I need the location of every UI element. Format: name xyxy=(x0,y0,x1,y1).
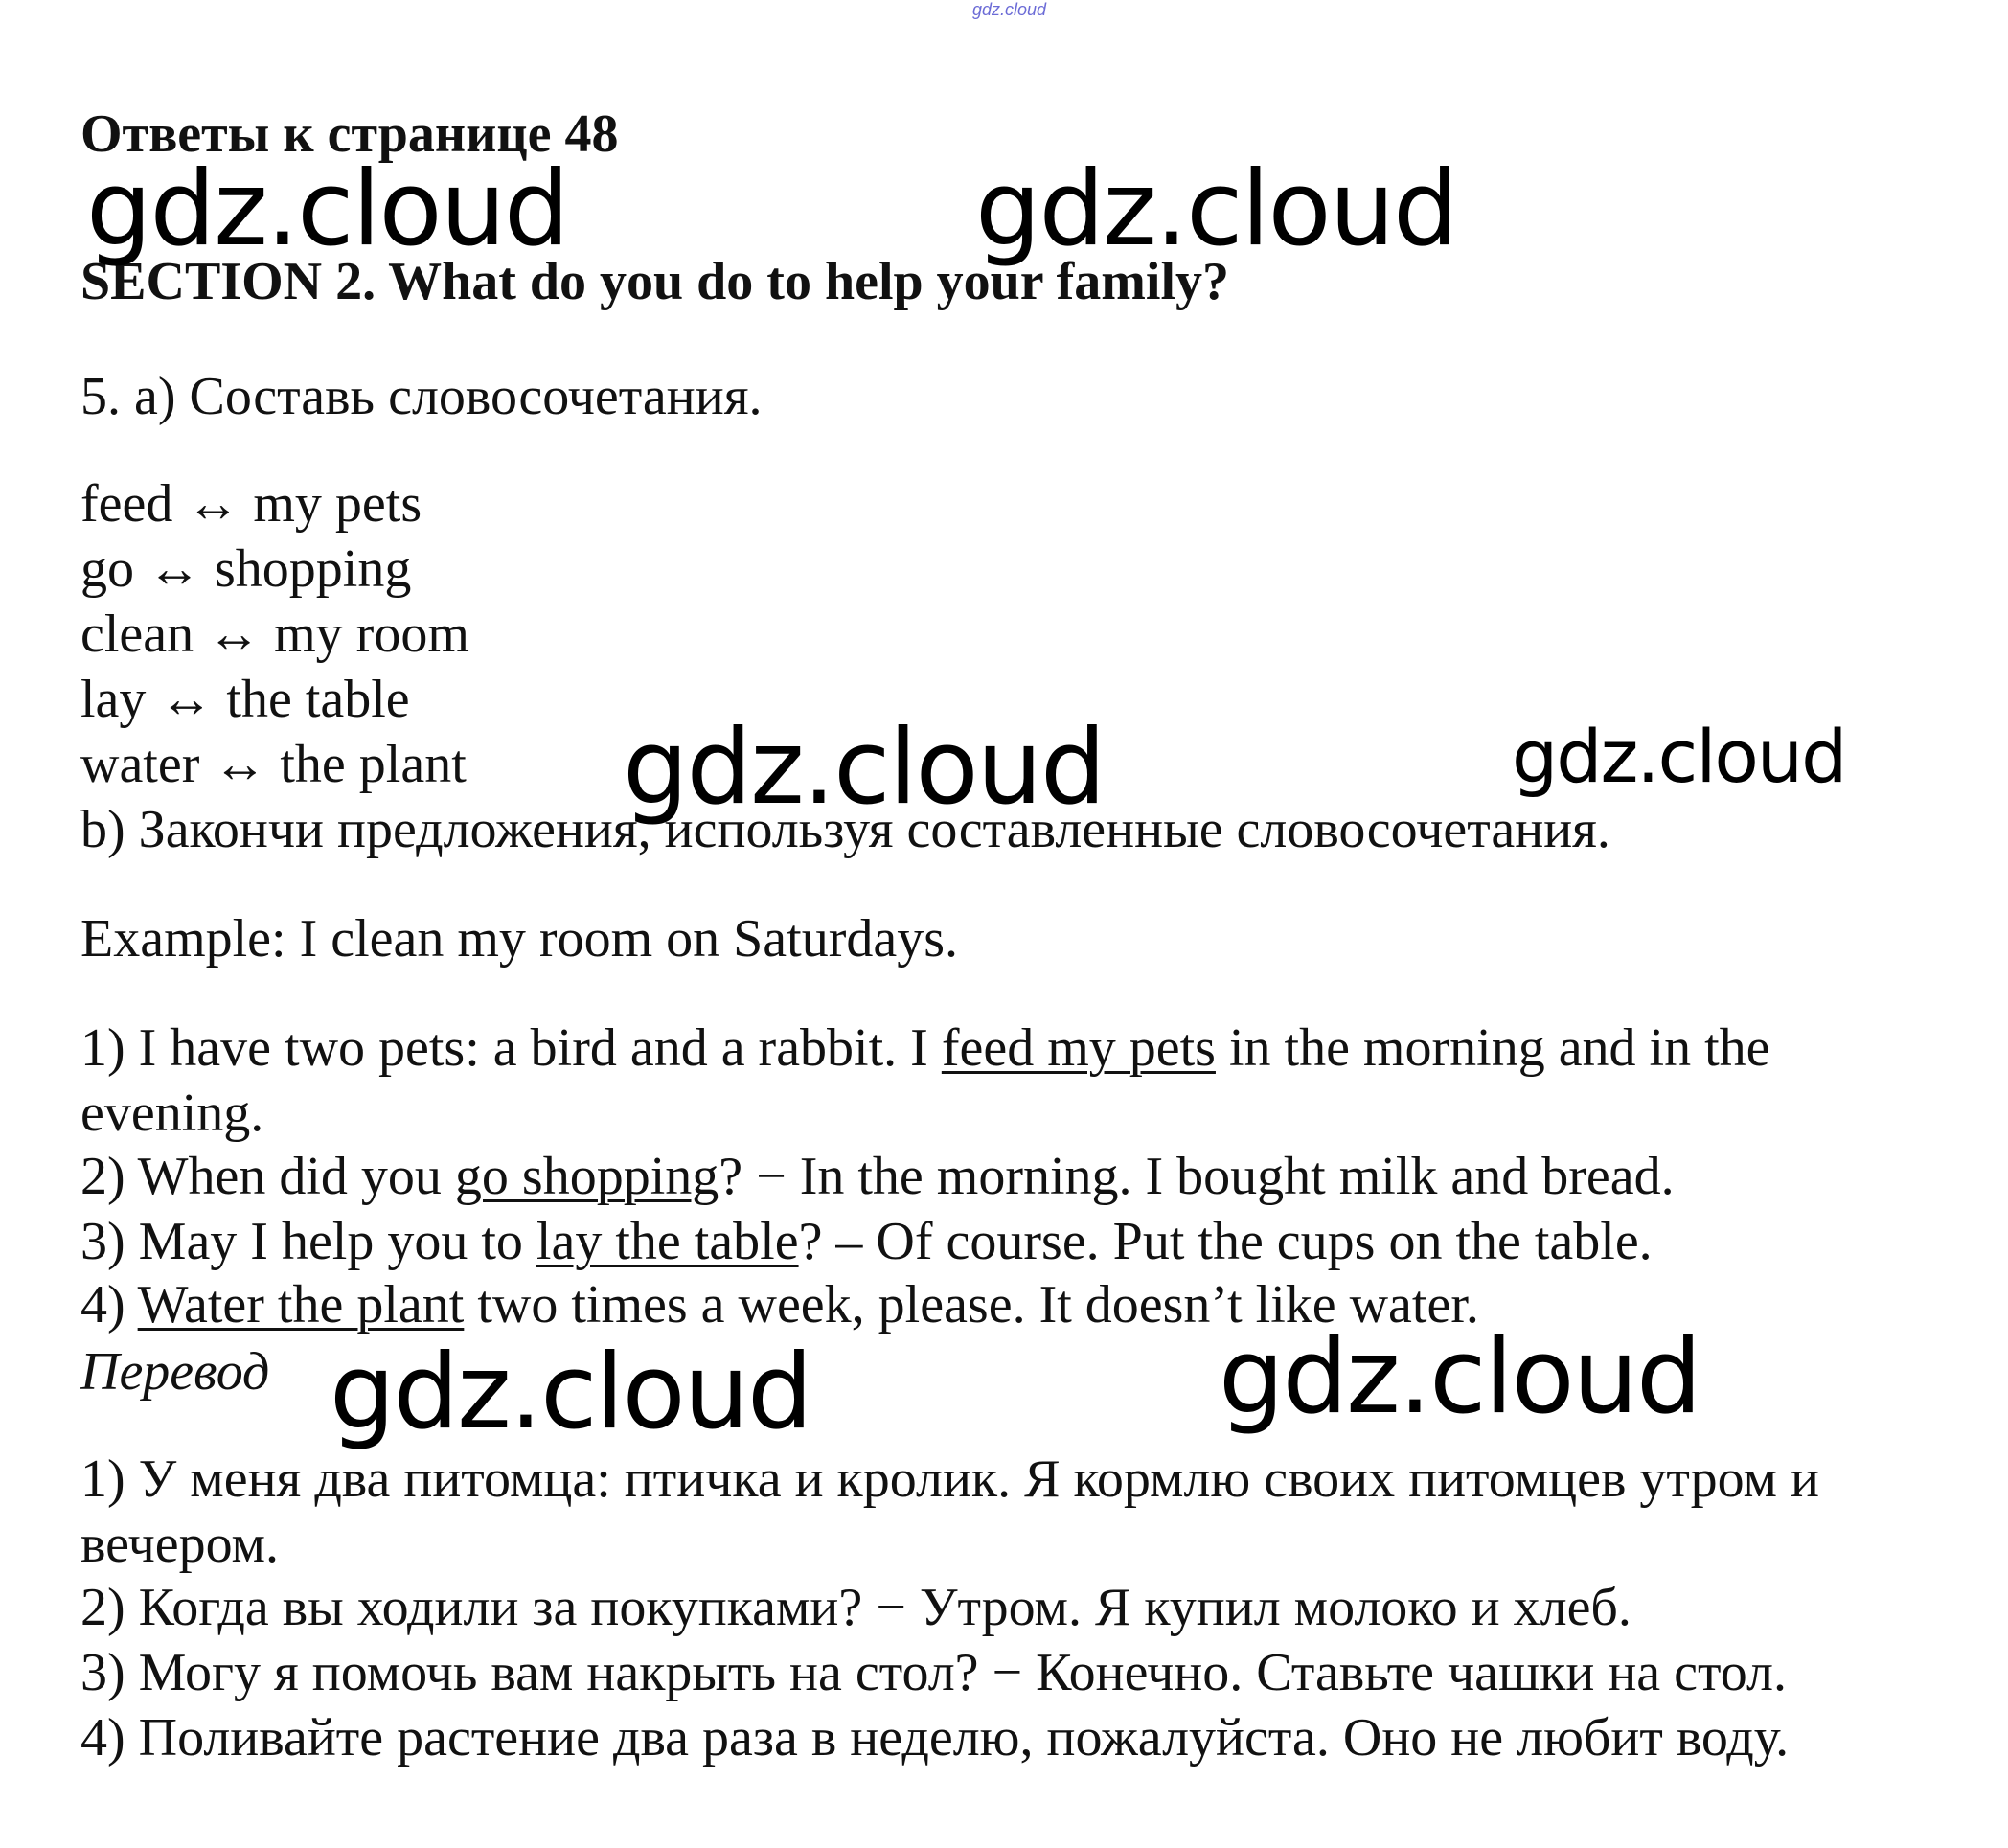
pair-item: feed ↔ my pets xyxy=(80,474,422,534)
watermark: gdz.cloud xyxy=(1512,714,1846,799)
watermark: gdz.cloud xyxy=(330,1333,811,1452)
answer-phrase: feed my pets xyxy=(941,1018,1216,1078)
pair-item: go ↔ shopping xyxy=(80,539,412,599)
watermark: gdz.cloud xyxy=(975,149,1457,269)
translation-line: 2) Когда вы ходили за покупками? − Утром. Я купил молоко и хлеб. xyxy=(80,1578,1632,1637)
sentence-text: ? − In the morning. I bought milk and bread. xyxy=(719,1147,1675,1206)
translation-label: Перевод xyxy=(80,1342,270,1402)
sentence-3 xyxy=(80,1212,1653,1271)
translation-line: 3) Могу я помочь вам накрыть на стол? − Конечно. Ставьте чашки на стол. xyxy=(80,1643,1787,1702)
sentence-text: in the morning and in the xyxy=(1215,1018,1770,1078)
pair-item: water ↔ the plant xyxy=(80,735,467,794)
translation-line: вечером. xyxy=(80,1515,279,1574)
sentence-text: 3) May I help you to xyxy=(80,1212,536,1271)
page-title: Ответы к странице 48 xyxy=(80,104,619,164)
sentence-text: 4) xyxy=(80,1275,138,1335)
section-title: SECTION 2. What do you do to help your family? xyxy=(80,252,1230,311)
answer-phrase: Water the plant xyxy=(137,1275,465,1335)
sentence-text: 2) When did you xyxy=(80,1147,455,1206)
answer-phrase: go shopping xyxy=(454,1147,719,1206)
sentence-1-continued: evening. xyxy=(80,1084,264,1143)
example-sentence: Example: I clean my room on Saturdays. xyxy=(80,909,958,969)
pair-item: clean ↔ my room xyxy=(80,605,469,664)
sentence-text: two times a week, please. It doesn’t like water. xyxy=(464,1275,1479,1335)
sentence-2 xyxy=(80,1147,1675,1206)
answer-phrase: lay the table xyxy=(536,1212,799,1271)
task-a-title: 5. a) Составь словосочетания. xyxy=(80,367,763,426)
sentence-text: 1) I have two pets: a bird and a rabbit. I xyxy=(80,1018,942,1078)
translation-line: 4) Поливайте растение два раза в неделю, пожалуйста. Оно не любит воду. xyxy=(80,1708,1790,1768)
sentence-1 xyxy=(80,1018,1770,1078)
watermark: gdz.cloud xyxy=(1219,1317,1700,1437)
translation-line: 1) У меня два питомца: птичка и кролик. Я кормлю своих питомцев утром и xyxy=(80,1449,1819,1509)
task-b-title: b) Закончи предложения, используя составленные словосочетания. xyxy=(80,800,1610,859)
watermark: gdz.cloud xyxy=(86,149,568,269)
sentence-text: ? – Of course. Put the cups on the table. xyxy=(798,1212,1653,1271)
watermark: gdz.cloud xyxy=(623,708,1105,828)
top-watermark: gdz.cloud xyxy=(972,0,1047,19)
pair-item: lay ↔ the table xyxy=(80,670,410,729)
